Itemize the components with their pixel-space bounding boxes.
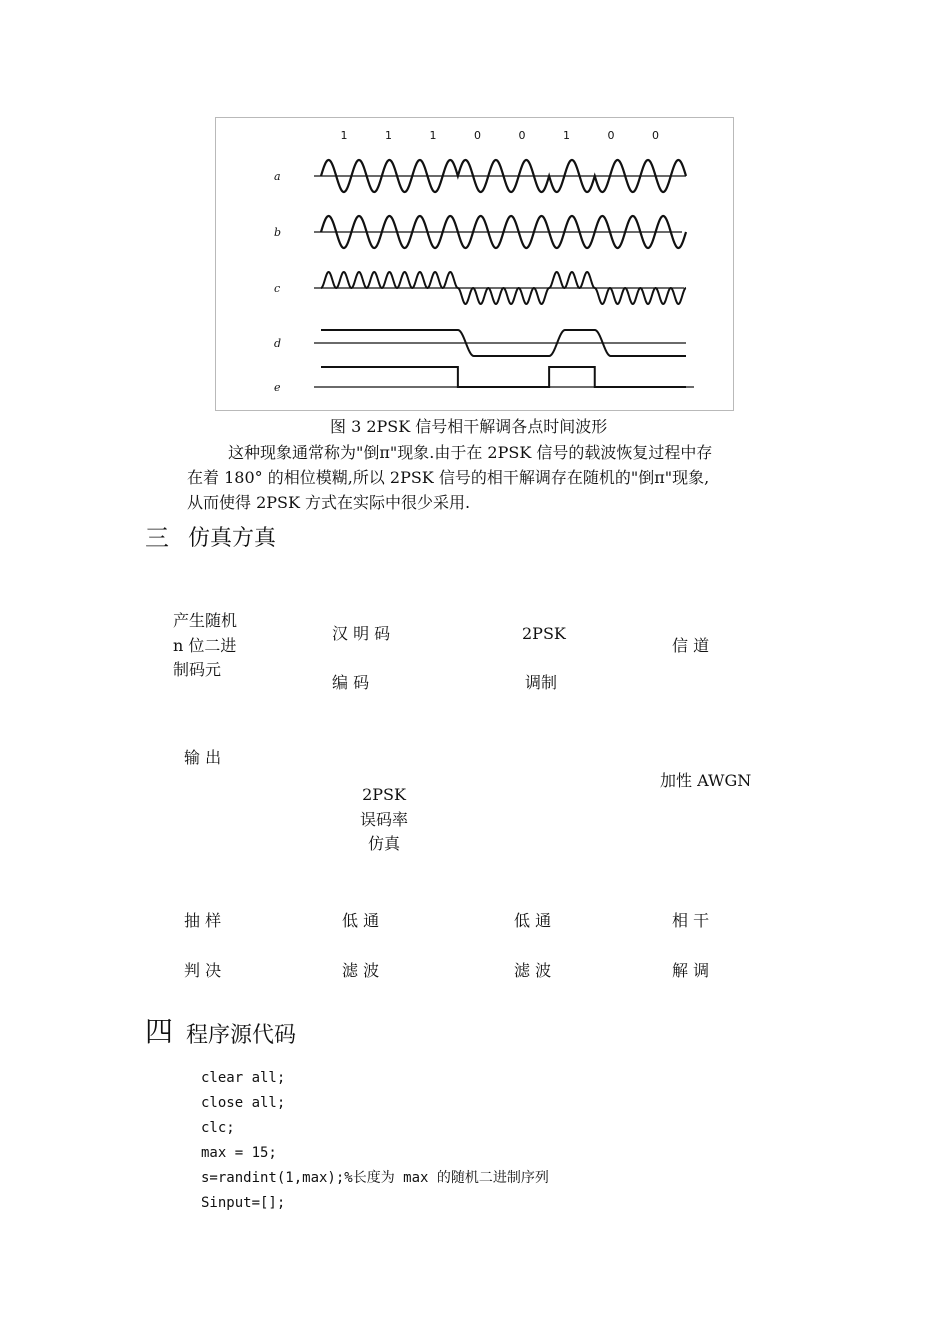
block-modulation-line-1: 2PSK (522, 624, 566, 643)
row-label-c: c (274, 282, 281, 295)
block-ber-line-1: 2PSK (362, 785, 406, 804)
block-lowpass-1-line-1: 低 通 (342, 911, 380, 930)
bit-labels (341, 129, 660, 142)
block-generate-line-2: n 位二进 (173, 635, 237, 655)
block-lowpass-2 (514, 896, 551, 996)
section-3-title: 仿真方真 (188, 526, 277, 551)
code-line: close all; (201, 1095, 286, 1111)
block-lowpass-1 (342, 896, 379, 996)
block-coherent-line-2: 解 调 (672, 961, 710, 980)
block-ber-line-3: 仿真 (367, 834, 400, 853)
row-label-b: b (274, 226, 282, 239)
block-modulation-line-2: 调制 (525, 673, 558, 692)
waveform-e (321, 367, 686, 387)
row-labels (274, 170, 281, 394)
block-generate-line-1: 产生随机 (173, 611, 238, 630)
section-3-number: 三 (145, 524, 169, 552)
row-label-a: a (274, 170, 281, 183)
block-generate-line-3: 制码元 (173, 660, 222, 679)
code-block (201, 1066, 549, 1216)
code-line: s=randint(1,max);%长度为 max 的随机二进制序列 (201, 1170, 549, 1186)
block-sample-line-1: 抽 样 (184, 911, 222, 930)
block-sample-decide (184, 896, 221, 996)
block-hamming-line-1: 汉 明 码 (332, 624, 391, 643)
row-label-d: d (274, 337, 282, 350)
row-label-e: e (274, 381, 281, 394)
block-coherent-line-1: 相 干 (672, 911, 710, 930)
section-4-number: 四 (145, 1015, 174, 1048)
block-channel: 信 道 (672, 636, 710, 655)
bit-label: 0 (474, 129, 481, 142)
block-modulation (522, 609, 566, 707)
bit-label: 0 (518, 129, 526, 142)
waveform-figure (215, 117, 734, 411)
block-output: 输 出 (184, 748, 222, 767)
bit-label: 1 (385, 129, 392, 142)
section-4-title: 程序源代码 (186, 1023, 297, 1048)
wave-rows (314, 160, 694, 387)
block-ber-line-2: 误码率 (359, 809, 408, 829)
code-line: clear all; (201, 1070, 286, 1086)
bit-label: 1 (429, 129, 437, 142)
paragraph-line-2: 在着 180° 的相位模糊,所以 2PSK 信号的相干解调存在随机的"倒π"现象, (187, 468, 710, 487)
block-generate (173, 609, 237, 683)
block-sample-line-2: 判 决 (184, 961, 222, 980)
code-line: clc; (201, 1120, 235, 1136)
block-lowpass-2-line-2: 滤 波 (514, 961, 552, 980)
code-line: max = 15; (201, 1145, 277, 1161)
block-lowpass-1-line-2: 滤 波 (342, 961, 380, 980)
bit-label: 0 (607, 129, 615, 142)
paragraph-line-1: 这种现象通常称为"倒π"现象.由于在 2PSK 信号的载波恢复过程中存 (228, 443, 713, 462)
waveform-diagram (216, 118, 735, 412)
bit-label: 1 (563, 129, 570, 142)
block-ber (355, 783, 413, 857)
figure-caption: 图 3 2PSK 信号相干解调各点时间波形 (330, 417, 608, 436)
code-line: Sinput=[]; (201, 1195, 286, 1211)
block-lowpass-2-line-1: 低 通 (514, 911, 552, 930)
block-hamming-line-2: 编 码 (332, 673, 370, 692)
paragraph-line-3: 从而使得 2PSK 方式在实际中很少采用. (187, 493, 471, 512)
block-coherent-demod (672, 896, 709, 996)
bit-label: 1 (340, 129, 348, 142)
bit-label: 0 (652, 129, 659, 142)
block-hamming (332, 609, 390, 707)
block-awgn: 加性 AWGN (660, 771, 752, 790)
